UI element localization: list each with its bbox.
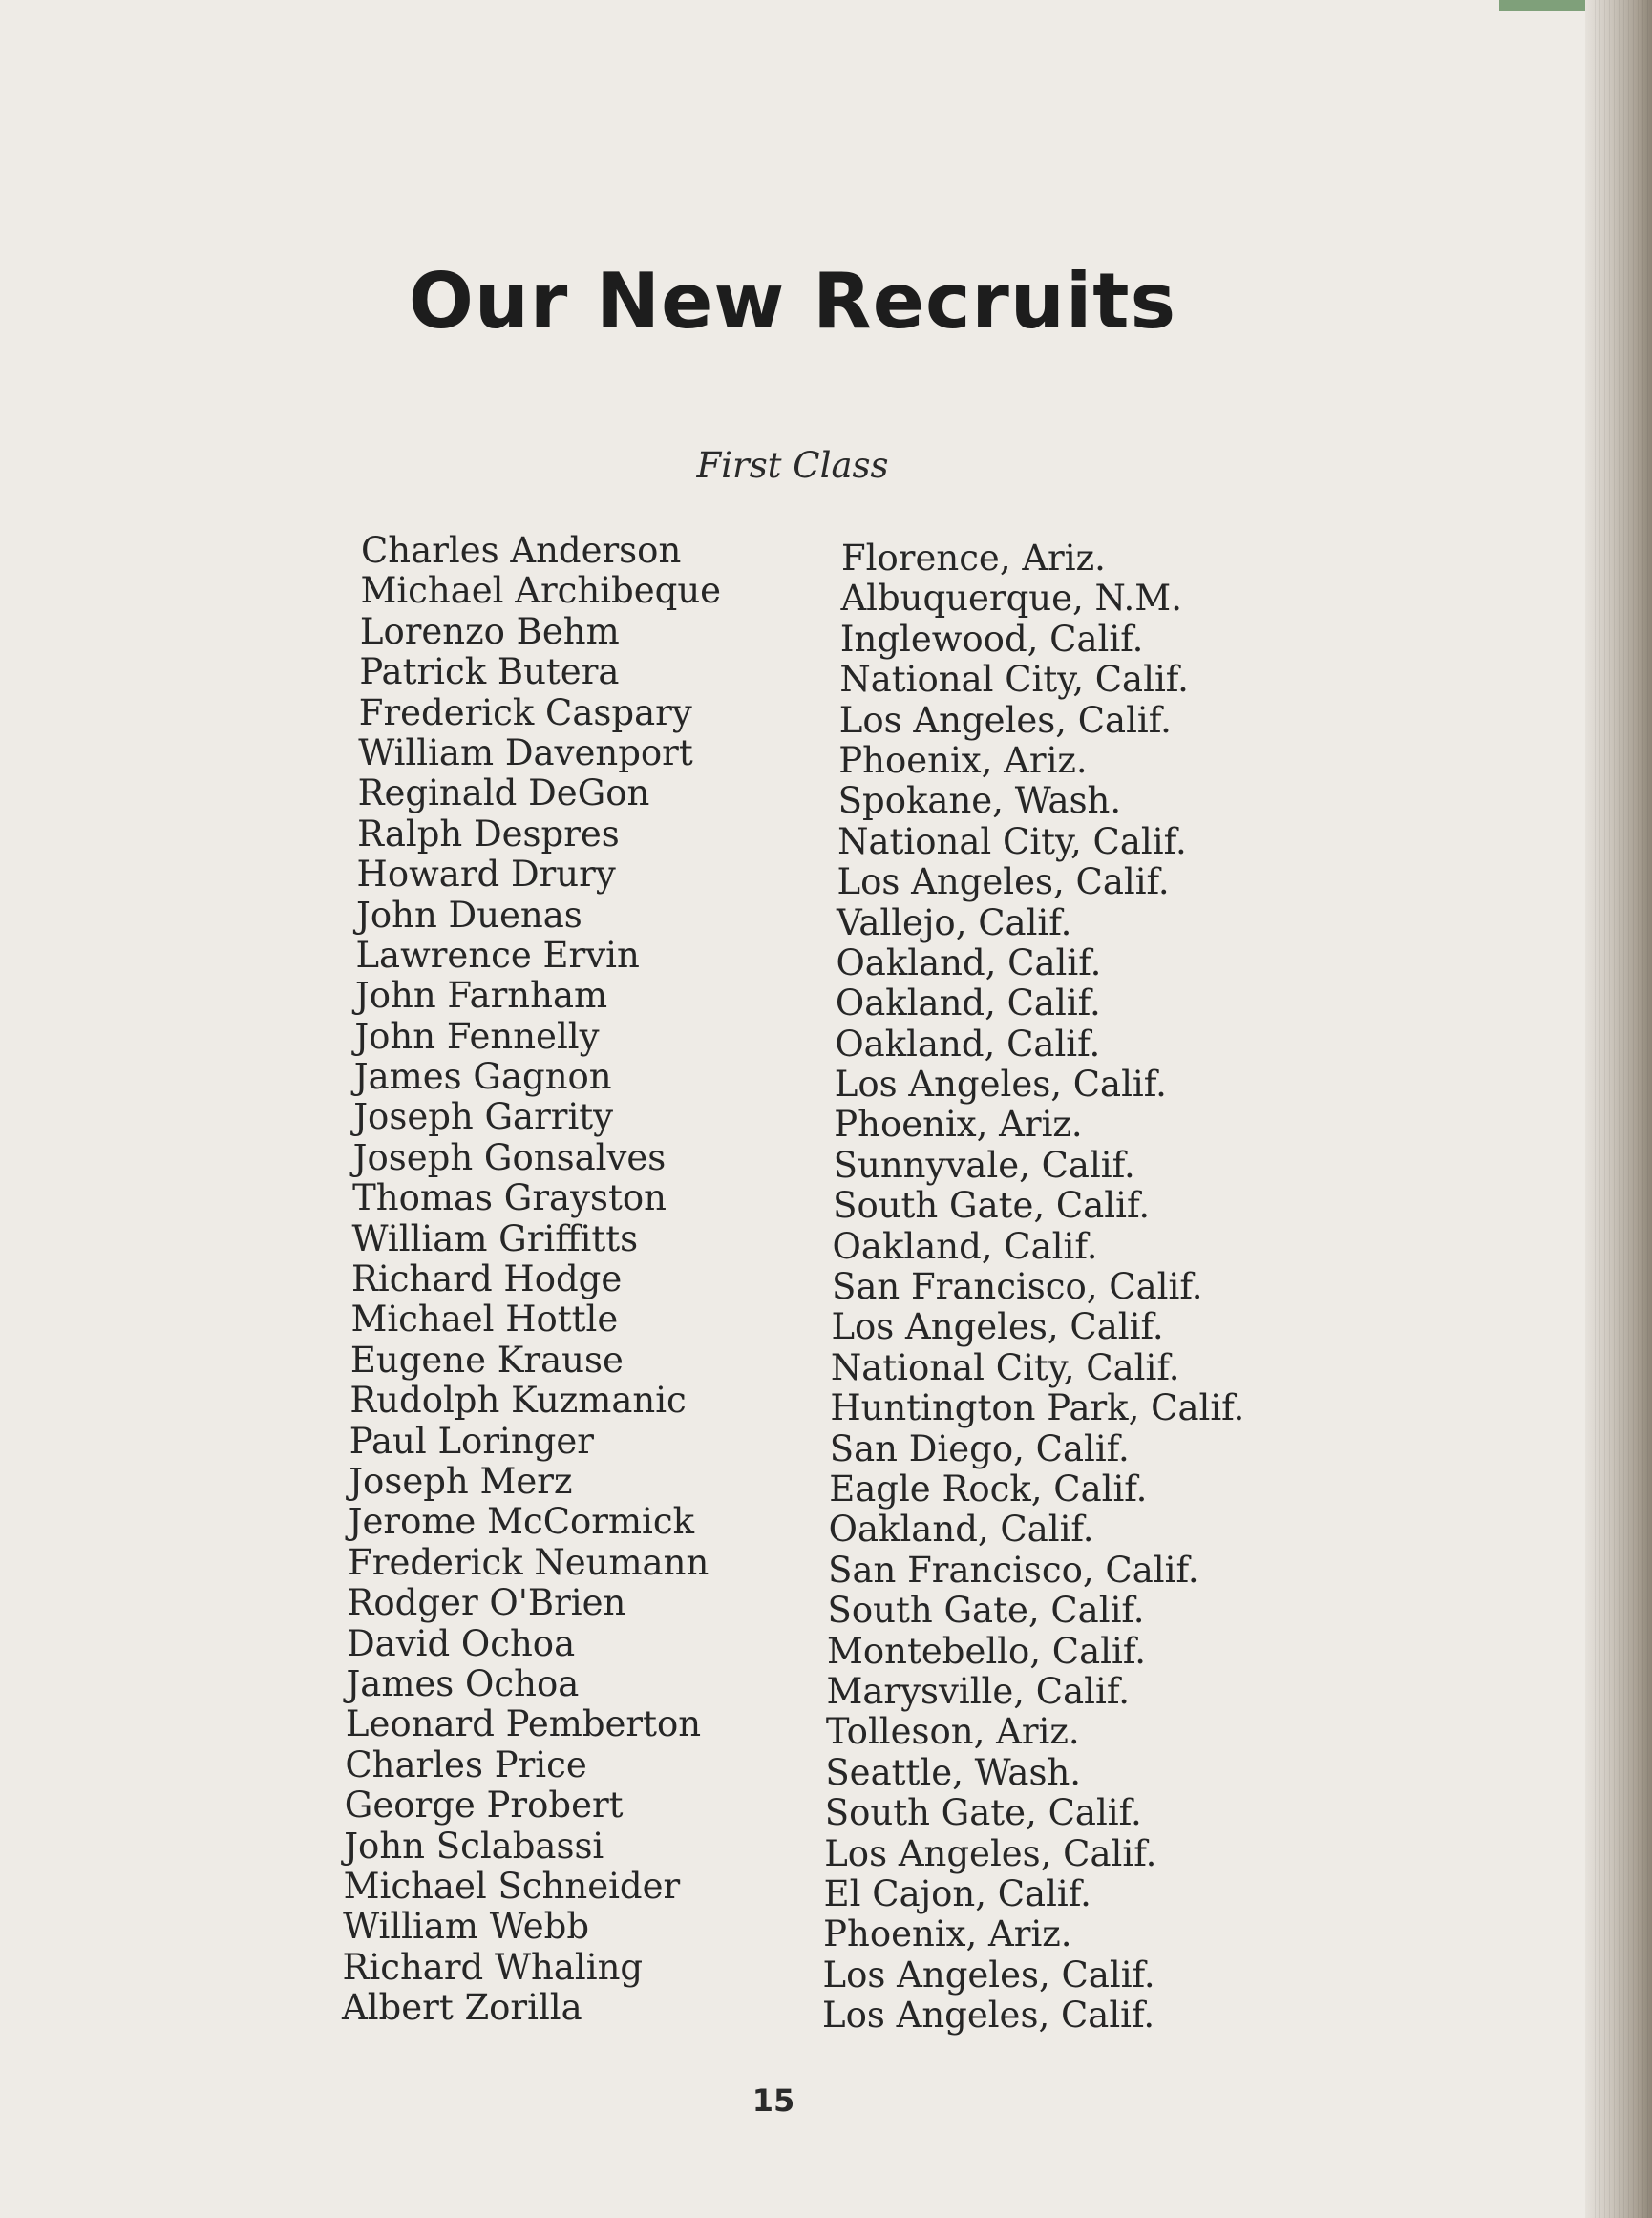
recruit-name: Leonard Pemberton [345, 1703, 702, 1745]
list-item [0, 1622, 1585, 1672]
recruit-hometown: Los Angeles, Calif. [822, 1995, 1155, 2037]
recruit-hometown: El Cajon, Calif. [823, 1872, 1091, 1914]
recruit-name: William Davenport [358, 731, 693, 773]
recruit-hometown: Tolleson, Ariz. [825, 1711, 1080, 1753]
recruit-name: Rudolph Kuzmanic [349, 1380, 687, 1422]
recruit-hometown: Florence, Ariz. [841, 538, 1106, 579]
recruit-name: Michael Schneider [343, 1865, 681, 1907]
recruit-hometown: San Diego, Calif. [829, 1427, 1130, 1469]
list-item [0, 854, 1585, 903]
recruit-hometown: Inglewood, Calif. [839, 618, 1144, 660]
recruit-name: John Fennelly [354, 1015, 600, 1057]
recruit-hometown: Los Angeles, Calif. [837, 861, 1170, 903]
recruit-hometown: Oakland, Calif. [835, 1023, 1101, 1065]
recruit-name: William Griffitts [351, 1217, 639, 1259]
recruit-name: Joseph Gonsalves [352, 1136, 667, 1178]
recruit-hometown: National City, Calif. [837, 820, 1187, 862]
recruit-hometown: Los Angeles, Calif. [822, 1954, 1155, 1996]
recruit-hometown: Oakland, Calif. [835, 982, 1101, 1025]
list-item [0, 1258, 1585, 1308]
recruit-name: Charles Price [345, 1743, 587, 1785]
list-item [0, 894, 1585, 943]
recruit-name: David Ochoa [347, 1622, 576, 1664]
recruit-hometown: San Francisco, Calif. [832, 1266, 1203, 1308]
recruit-hometown: Huntington Park, Calif. [830, 1387, 1245, 1429]
list-item [0, 651, 1585, 701]
recruit-hometown: Spokane, Wash. [837, 780, 1122, 822]
recruit-hometown: Albuquerque, N.M. [840, 578, 1182, 620]
recruit-name: Lawrence Ervin [355, 934, 640, 976]
recruit-hometown: Vallejo, Calif. [837, 901, 1072, 943]
page-stack-edge [1585, 0, 1652, 2218]
list-item [0, 1299, 1585, 1348]
list-item [0, 1136, 1585, 1186]
list-item [0, 1501, 1585, 1551]
recruit-hometown: Eagle Rock, Calif. [829, 1468, 1148, 1510]
recruit-name: Frederick Caspary [358, 691, 692, 733]
page-number: 15 [752, 2082, 795, 2119]
recruit-hometown: Sunnyvale, Calif. [833, 1144, 1135, 1186]
recruit-hometown: Seattle, Wash. [825, 1751, 1082, 1793]
recruit-name: Charles Anderson [361, 530, 682, 571]
list-item [0, 1662, 1585, 1712]
list-item [0, 1339, 1585, 1388]
recruit-name: James Ochoa [346, 1662, 580, 1704]
recruit-name: Reginald DeGon [357, 772, 650, 814]
recruit-name: Albert Zorilla [342, 1987, 582, 2029]
recruit-hometown: Los Angeles, Calif. [834, 1064, 1167, 1106]
recruit-hometown: San Francisco, Calif. [828, 1549, 1199, 1591]
recruit-name: Howard Drury [356, 854, 616, 896]
list-item [0, 1460, 1585, 1510]
recruit-name: Thomas Grayston [352, 1177, 667, 1219]
list-item [0, 1703, 1585, 1753]
list-item [0, 1056, 1585, 1106]
list-item [0, 1541, 1585, 1591]
recruit-name: William Webb [343, 1906, 590, 1948]
recruit-name: Michael Hottle [350, 1299, 619, 1341]
recruit-hometown: Oakland, Calif. [828, 1509, 1094, 1551]
section-heading: First Class [696, 445, 889, 486]
recruit-hometown: Montebello, Calif. [827, 1630, 1146, 1672]
list-item [0, 1582, 1585, 1632]
recruit-hometown: Phoenix, Ariz. [838, 739, 1088, 781]
recruit-name: Jerome McCormick [348, 1501, 695, 1543]
recruit-hometown: National City, Calif. [830, 1346, 1180, 1388]
recruit-hometown: Marysville, Calif. [826, 1670, 1130, 1712]
list-item [0, 1380, 1585, 1429]
recruit-name: Lorenzo Behm [359, 610, 620, 652]
list-item [0, 610, 1585, 660]
recruit-hometown: Oakland, Calif. [832, 1225, 1098, 1267]
list-item [0, 1743, 1585, 1793]
list-item [0, 1177, 1585, 1227]
recruit-name: Ralph Despres [357, 813, 620, 855]
recruit-name: John Duenas [356, 894, 582, 936]
recruit-hometown: Phoenix, Ariz. [823, 1913, 1072, 1955]
recruit-name: John Farnham [354, 975, 608, 1017]
recruit-hometown: Phoenix, Ariz. [834, 1104, 1083, 1146]
list-item [0, 1865, 1585, 1914]
recruit-hometown: South Gate, Calif. [827, 1590, 1145, 1632]
recruit-hometown: Oakland, Calif. [836, 941, 1102, 983]
page-title: Our New Recruits [408, 256, 1177, 346]
list-item [0, 1906, 1585, 1955]
list-item [0, 530, 1585, 579]
recruit-hometown: South Gate, Calif. [824, 1792, 1142, 1834]
recruit-name: Michael Archibeque [360, 570, 722, 612]
recruit-name: Paul Loringer [349, 1420, 594, 1462]
recruit-name: Richard Whaling [342, 1946, 644, 1988]
recruit-roster [0, 530, 1585, 2037]
recruit-name: Rodger O'Brien [347, 1582, 626, 1624]
list-item [0, 570, 1585, 620]
list-item [0, 1015, 1585, 1065]
recruit-name: George Probert [344, 1785, 624, 1827]
list-item [0, 731, 1585, 781]
recruit-name: Eugene Krause [349, 1339, 624, 1381]
recruit-hometown: South Gate, Calif. [833, 1185, 1151, 1227]
recruit-hometown: Los Angeles, Calif. [838, 699, 1172, 741]
recruit-name: Patrick Butera [359, 651, 620, 693]
recruit-name: Frederick Neumann [348, 1541, 710, 1583]
recruit-name: Richard Hodge [351, 1258, 623, 1300]
recruit-hometown: Los Angeles, Calif. [831, 1306, 1164, 1348]
list-item [0, 1096, 1585, 1146]
list-item [0, 1420, 1585, 1469]
list-item [0, 691, 1585, 741]
recruit-name: James Gagnon [353, 1056, 612, 1098]
recruit-name: John Sclabassi [344, 1825, 604, 1867]
recruit-hometown: National City, Calif. [839, 659, 1189, 701]
list-item [0, 1987, 1585, 2037]
list-item [0, 975, 1585, 1025]
recruit-name: Joseph Garrity [353, 1096, 614, 1138]
list-item [0, 1785, 1585, 1834]
list-item [0, 1217, 1585, 1267]
list-item [0, 813, 1585, 862]
recruit-hometown: Los Angeles, Calif. [824, 1832, 1157, 1874]
recruit-name: Joseph Merz [349, 1460, 573, 1502]
list-item [0, 1946, 1585, 1996]
list-item [0, 934, 1585, 983]
list-item [0, 1825, 1585, 1874]
list-item [0, 772, 1585, 822]
